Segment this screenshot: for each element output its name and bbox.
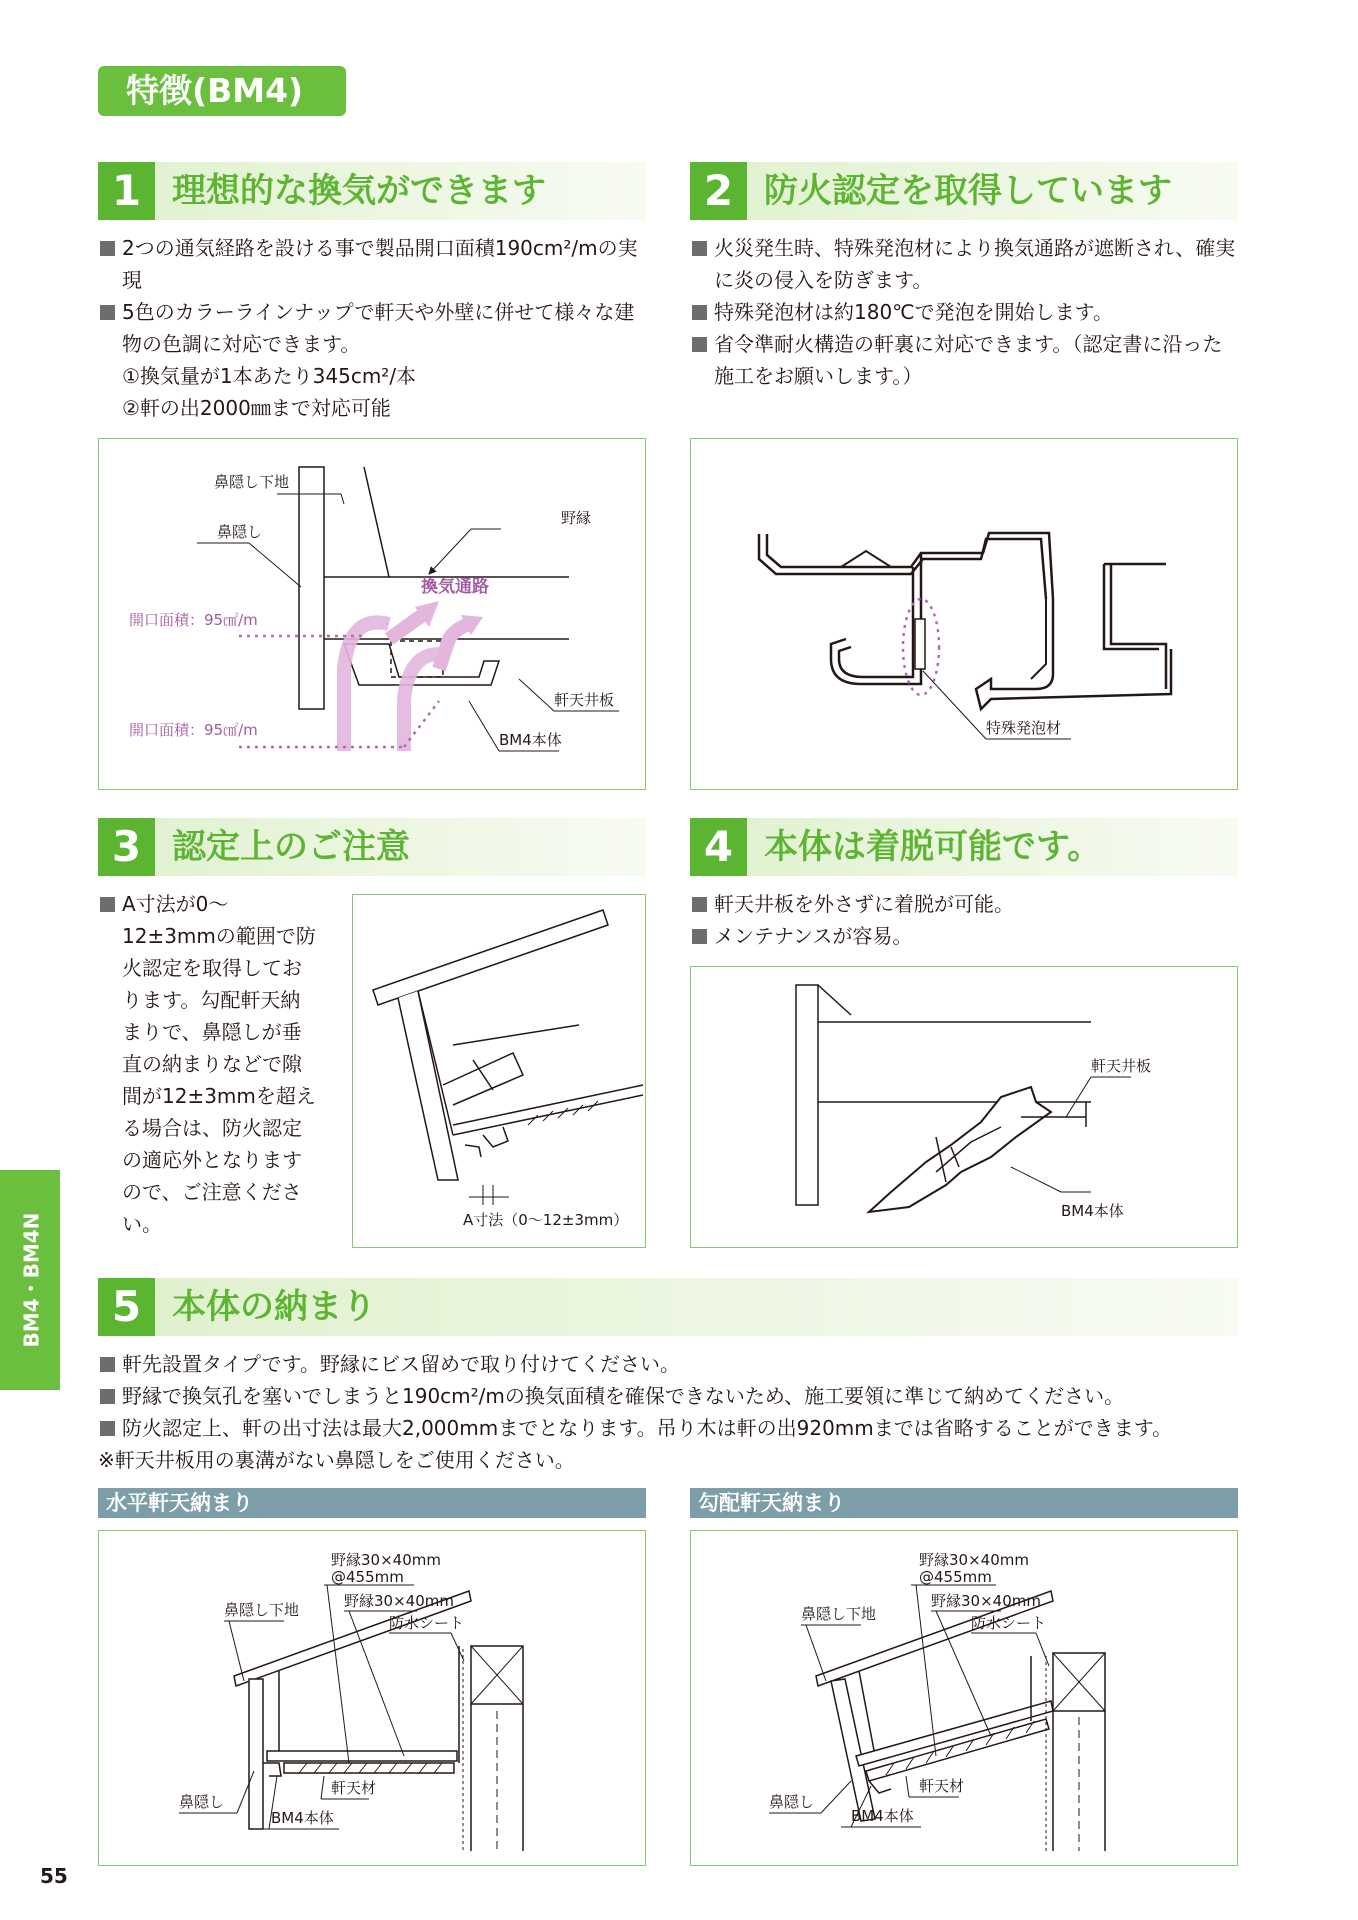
diagram-label: 開口面積：95㎠/m [129, 721, 258, 739]
detachable-diagram [690, 966, 1238, 1248]
diagram-label: 防水シート [389, 1614, 465, 1632]
horizontal-eaves-diagram [98, 1530, 646, 1866]
diagram-label: 鼻隠し下地 [224, 1601, 300, 1619]
sub-item: ①換気量が1本あたり345cm²/本 [122, 364, 417, 388]
section-number: 2 [690, 162, 747, 220]
page-title: 特徴(BM4) [98, 66, 346, 116]
section-title: 本体の納まり [172, 1287, 376, 1327]
section-title: 理想的な換気ができます [172, 171, 546, 211]
diagram-label: 軒天材 [331, 1779, 377, 1797]
diagram-label: 鼻隠し下地 [801, 1605, 877, 1623]
diagram-label: 野縁30×40mm [931, 1592, 1041, 1610]
section-3-text [98, 888, 320, 1240]
page-number: 55 [40, 1864, 68, 1888]
section-number: 5 [98, 1278, 155, 1336]
diagram-label: BM4本体 [499, 731, 562, 749]
diagram-label: 開口面積：95㎠/m [129, 611, 258, 629]
bullet-item: 5色のカラーラインナップで軒天や外壁に併せて様々な建物の色調に対応できます。 [98, 296, 650, 360]
bullet-item: 防火認定上、軒の出寸法は最大2,000mmまでとなります。吊り木は軒の出920mmまでは省略することができます。 [98, 1412, 1248, 1444]
section-5-text [98, 1348, 1248, 1476]
diagram-label: 野縁30×40mm [344, 1592, 454, 1610]
bullet-item: A寸法が0～12±3mmの範囲で防火認定を取得しております。勾配軒天納まりで、鼻隠しが垂直の納まりなどで隙間が12±3mmを超える場合は、防火認定の適応外となりますので、ご注意ください。 [98, 888, 320, 1240]
diagram-label: @455mm [331, 1568, 404, 1586]
diagram-label: 野縁 [561, 509, 592, 527]
diagram-label: 特殊発泡材 [986, 719, 1062, 737]
ventilation-diagram [98, 438, 646, 790]
bullet-item: メンテナンスが容易。 [690, 920, 1242, 952]
bullet-item: 軒先設置タイプです。野縁にビス留めで取り付けてください。 [98, 1348, 1248, 1380]
section-1-text [98, 232, 650, 424]
fireproof-diagram [690, 438, 1238, 790]
section-title: 認定上のご注意 [172, 827, 410, 867]
section-4-text [690, 888, 1242, 952]
section-1-header [98, 162, 646, 220]
sub-heading: 勾配軒天納まり [690, 1488, 1238, 1518]
section-title: 防火認定を取得しています [764, 171, 1172, 211]
bullet-item: 特殊発泡材は約180℃で発泡を開始します。 [690, 296, 1242, 328]
sub-heading: 水平軒天納まり [98, 1488, 646, 1518]
diagram-label: BM4本体 [1061, 1202, 1124, 1220]
section-number: 3 [98, 818, 155, 876]
diagram-label: A寸法（0～12±3mm） [463, 1211, 629, 1229]
diagram-label: @455mm [919, 1568, 992, 1586]
diagram-label: 防水シート [971, 1614, 1047, 1632]
diagram-label: 野縁30×40mm [919, 1551, 1029, 1569]
section-3-header [98, 818, 646, 876]
sloped-eaves-diagram [690, 1530, 1238, 1866]
diagram-label: BM4本体 [271, 1809, 334, 1827]
section-5-header [98, 1278, 1238, 1336]
bullet-item: 野縁で換気孔を塞いでしまうと190cm²/mの換気面積を確保できないため、施工要領に準じて納めてください。 [98, 1380, 1248, 1412]
diagram-label: 軒天井板 [1091, 1057, 1152, 1075]
bullet-item: 2つの通気経路を設ける事で製品開口面積190cm²/mの実現 [98, 232, 650, 296]
diagram-label: 鼻隠し [769, 1793, 815, 1811]
diagram-label: 鼻隠し [179, 1793, 225, 1811]
section-2-header [690, 162, 1238, 220]
section-title: 本体は着脱可能です。 [764, 827, 1102, 867]
section-2-text [690, 232, 1242, 392]
diagram-label: 野縁30×40mm [331, 1551, 441, 1569]
diagram-label: 軒天井板 [554, 691, 615, 709]
diagram-label: BM4本体 [851, 1807, 914, 1825]
bullet-item: 軒天井板を外さずに着脱が可能。 [690, 888, 1242, 920]
diagram-label: 換気通路 [421, 577, 489, 597]
bullet-item: 省令準耐火構造の軒裏に対応できます。（認定書に沿った施工をお願いします。） [690, 328, 1242, 392]
diagram-label: 鼻隠し下地 [214, 473, 290, 491]
note: ※軒天井板用の裏溝がない鼻隠しをご使用ください。 [98, 1448, 575, 1472]
side-tab [0, 1170, 60, 1390]
section-number: 4 [690, 818, 747, 876]
diagram-label: 軒天材 [919, 1777, 965, 1795]
a-dimension-diagram [352, 894, 646, 1248]
section-number: 1 [98, 162, 155, 220]
bullet-item: 火災発生時、特殊発泡材により換気通路が遮断され、確実に炎の侵入を防ぎます。 [690, 232, 1242, 296]
side-tab-label: BM4・BM4N [19, 1212, 44, 1348]
sub-item: ②軒の出2000㎜まで対応可能 [122, 396, 391, 420]
diagram-label: 鼻隠し [217, 523, 263, 541]
section-4-header [690, 818, 1238, 876]
